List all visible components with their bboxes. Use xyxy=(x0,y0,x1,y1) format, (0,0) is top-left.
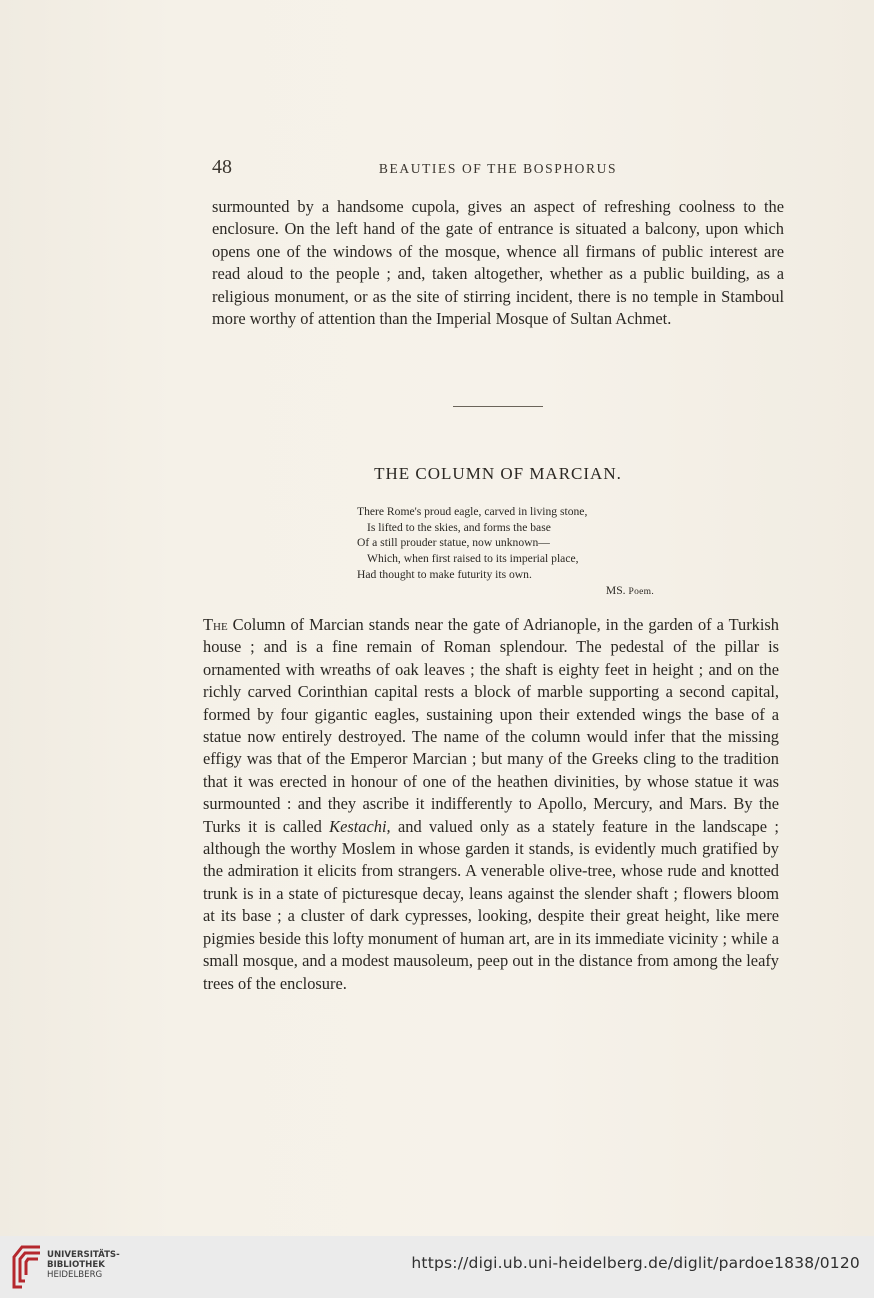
poem-line: Is lifted to the skies, and forms the base xyxy=(367,520,551,534)
paragraph-1: surmounted by a handsome cupola, gives an aspect of refreshing coolness to the enclosure. On the left hand of the gate of entrance is situated a balcony, upon which opens one of the windows of the mosque, whence all firmans of public interest are read aloud to the people ; and, taken altogether, whether as a public building, as a religious monument, or as the site of stirring incident, there is no temple in Stamboul more worthy of attention than the Imperial Mosque of Sultan Achmet. xyxy=(212,197,784,329)
paragraph-2-text-b: and valued only as a stately feature in the landscape ; although the worthy Moslem in whose garden it stands, is evidently much gratified by the admiration it elicits from strangers. A venerable olive-tree, whose rude and knotted trunk is in a state of picturesque decay, leans against the slender shaft ; flowers bloom at its base ; a cluster of dark cypresses, looking, despite their great height, like mere pigmies beside this lofty monument of human art, are in its immediate vicinity ; while a small mosque, and a modest mausoleum, peep out in the distance from among the leafy trees of the enclosure. xyxy=(203,816,779,993)
paragraph-2-lead: The xyxy=(203,615,228,634)
page-header xyxy=(212,156,784,182)
poem-line: Had thought to make futurity its own. xyxy=(357,567,532,581)
permalink-url[interactable]: https://digi.ub.uni-heidelberg.de/diglit/pardoe1838/0120 xyxy=(411,1254,860,1272)
section-title: THE COLUMN OF MARCIAN. xyxy=(374,464,622,483)
attribution-poem: Poem. xyxy=(628,586,654,597)
poem-line: Of a still prouder statue, now unknown— xyxy=(357,536,550,550)
logo-line: HEIDELBERG xyxy=(47,1270,103,1280)
library-logo-icon[interactable] xyxy=(10,1244,44,1290)
section-divider xyxy=(453,406,543,407)
paragraph-2-italic: Kestachi, xyxy=(329,816,391,836)
paragraph-2 xyxy=(203,614,779,995)
poem-attribution xyxy=(357,583,657,601)
poem-line: There Rome's proud eagle, carved in living stone, xyxy=(357,505,588,518)
viewer-footer xyxy=(0,1236,874,1298)
attribution-ms: MS. xyxy=(605,583,626,597)
logo-line: UNIVERSITÄTS- xyxy=(47,1250,120,1260)
page-number: 48 xyxy=(212,156,232,178)
logo-line: BIBLIOTHEK xyxy=(47,1260,105,1270)
poem-line: Which, when first raised to its imperial place, xyxy=(367,552,579,566)
epigraph-poem xyxy=(357,504,657,600)
running-title: BEAUTIES OF THE BOSPHORUS xyxy=(378,161,618,176)
library-logo-text[interactable] xyxy=(47,1250,120,1280)
paragraph-2-text-a: Column of Marcian stands near the gate of Adrianople, in the garden of a Turkish house ; and is a fine remain of Roman splendour. The pedestal of the pillar is ornamented with wreaths of oak leaves ; the shaft is eighty feet in height ; and on the richly carved Corinthian capital rests a block of marble supporting a second capital, formed by four gigantic eagles, sustaining upon their extended wings the base of a statue now entirely destroyed. The name of the column would infer that the missing effigy was that of the Emperor Marcian ; but many of the Greeks cling to the tradition that it was erected in honour of one of the heathen divinities, by whose statue it was surmounted : and they ascribe it indifferently to Apollo, Mercury, and Mars. By the Turks it is called xyxy=(203,615,779,836)
